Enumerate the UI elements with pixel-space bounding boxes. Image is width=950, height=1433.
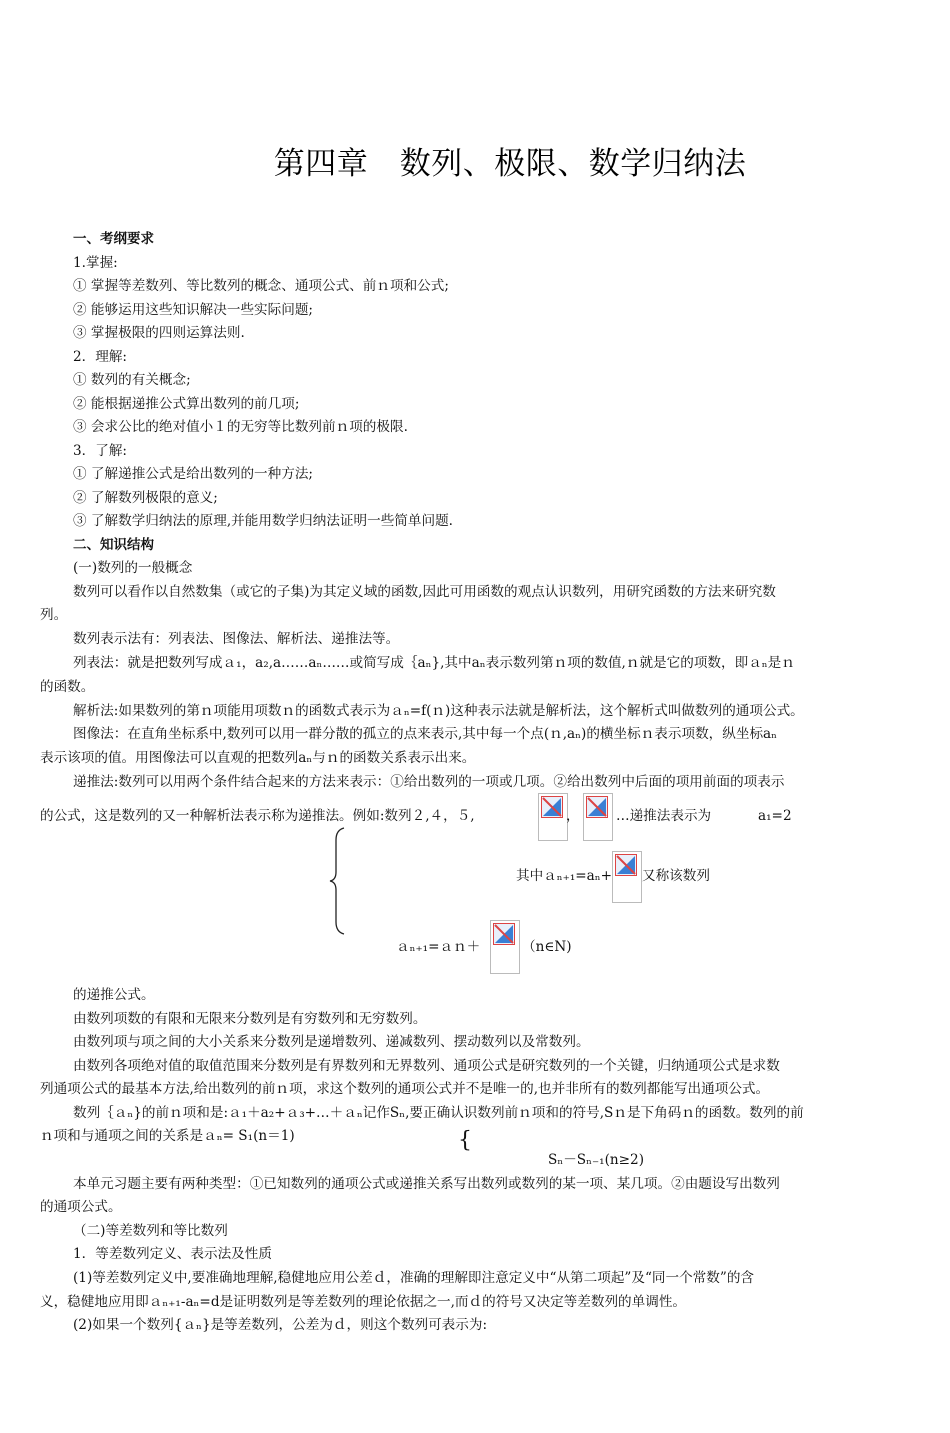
recursion-initial-term: a₁=2	[758, 808, 792, 824]
subsection-heading: （二)等差数列和等比数列	[73, 1223, 228, 1239]
text-line: 列。	[40, 607, 68, 623]
text-line: 递推法:数列可以用两个条件结合起来的方法来表示：①给出数列的一项或几项。②给出数列中后面的项用前面的项表示	[73, 774, 785, 790]
missing-image-icon	[583, 793, 613, 841]
text-line: 由数列项数的有限和无限来分数列是有穷数列和无穷数列。	[73, 1011, 427, 1027]
text-line: 图像法：在直角坐标系中,数列可以用一群分散的孤立的点来表示,其中每一个点(ｎ,aₙ)的横坐标ｎ表示项数，纵坐标aₙ	[73, 726, 778, 742]
text-line: 其中ａₙ₊₁=aₙ+	[516, 868, 613, 884]
text-line: ② 能够运用这些知识解决一些实际问题;	[73, 302, 313, 318]
section-heading-knowledge-structure: 二、知识结构	[73, 537, 154, 553]
left-brace	[328, 826, 348, 936]
text-line: 1．等差数列定义、表示法及性质	[73, 1246, 272, 1262]
text-line: ① 掌握等差数列、等比数列的概念、通项公式、前ｎ项和公式;	[73, 278, 449, 294]
text-line: 的通项公式。	[40, 1199, 122, 1215]
missing-image-icon	[538, 793, 568, 841]
text-line: 列通项公式的最基本方法,给出数列的前ｎ项，求这个数列的通项公式并不是唯一的,也并非所有的数列都能写出通项公式。	[40, 1081, 770, 1097]
text-line: 由数列各项绝对值的取值范围来分数列是有界数列和无界数列、通项公式是研究数列的一个关键，归纳通项公式是求数	[73, 1058, 780, 1074]
text-line: …递推法表示为	[616, 808, 712, 824]
missing-image-icon	[490, 920, 520, 974]
text-line: 3．了解:	[73, 443, 128, 459]
text-line: ① 数列的有关概念;	[73, 372, 191, 388]
text-line: ｎ项和与通项之间的关系是ａₙ= S₁(n＝1)	[40, 1128, 295, 1144]
text-line: 数列表示法有：列表法、图像法、解析法、递推法等。	[73, 631, 400, 647]
text-line: 2．理解:	[73, 349, 128, 365]
text-line: 数列｛ａₙ}的前ｎ项和是:ａ₁＋a₂+ａ₃+…＋ａₙ记作Sₙ,要正确认识数列前ｎ项和的符号,Sｎ是下角码ｎ的函数。数列的前	[73, 1105, 804, 1121]
text-line: 义，稳健地应用即ａₙ₊₁-aₙ=d是证明数列是等差数列的理论依据之一,而ｄ的符号又决定等差数列的单调性。	[40, 1294, 687, 1310]
text-line: ② 能根据递推公式算出数列的前几项;	[73, 396, 300, 412]
missing-image-icon	[612, 851, 642, 903]
small-brace: {	[458, 1128, 472, 1153]
text-line: 数列可以看作以自然数集（或它的子集)为其定义域的函数,因此可用函数的观点认识数列，用研究函数的方法来研究数	[73, 584, 776, 600]
text-line: 解析法:如果数列的第ｎ项能用项数ｎ的函数式表示为ａₙ=f(ｎ)这种表示法就是解析法，这个解析式叫做数列的通项公式。	[73, 703, 804, 719]
text-line: 的函数。	[40, 679, 95, 695]
text-line: 由数列项与项之间的大小关系来分数列是递增数列、递减数列、摆动数列以及常数列。	[73, 1034, 590, 1050]
section-heading-exam-requirements: 一、考纲要求	[73, 231, 154, 247]
recursion-formula: ａₙ₊₁=ａｎ＋	[396, 939, 481, 955]
text-line: (1)等差数列定义中,要准确地理解,稳健地应用公差ｄ，准确的理解即注意定义中“从第二项起”及“同一个常数”的含	[73, 1270, 755, 1286]
chapter-title: 第四章 数列、极限、数学归纳法	[273, 146, 747, 182]
text-line: ① 了解递推公式是给出数列的一种方法;	[73, 466, 313, 482]
text-line: 列表法：就是把数列写成ａ₁，a₂,a……aₙ……或简写成｛aₙ},其中aₙ表示数列第ｎ项的数值,ｎ就是它的项数，即ａₙ是ｎ	[73, 655, 795, 671]
text-line: 本单元习题主要有两种类型：①已知数列的通项公式或递推关系写出数列或数列的某一项、某几项。②由题设写出数列	[73, 1176, 780, 1192]
text-line: ② 了解数列极限的意义;	[73, 490, 218, 506]
text-line: ③ 了解数学归纳法的原理,并能用数学归纳法证明一些简单问题.	[73, 513, 453, 529]
subsection-heading: (一)数列的一般概念	[73, 560, 193, 576]
text-line: 的递推公式。	[73, 987, 155, 1003]
text-line: ，	[566, 808, 580, 824]
text-line: Sₙ－Sₙ₋₁(n≥2)	[548, 1152, 645, 1168]
text-line: (2)如果一个数列{ａₙ}是等差数列，公差为ｄ，则这个数列可表示为:	[73, 1317, 488, 1333]
text-line: 表示该项的值。用图像法可以直观的把数列aₙ与ｎ的函数关系表示出来。	[40, 750, 476, 766]
text-line: ③ 掌握极限的四则运算法则.	[73, 325, 245, 341]
text-line: 又称该数列	[642, 868, 710, 884]
text-line: 1.掌握:	[73, 255, 118, 271]
text-line: 的公式，这是数列的又一种解析法表示称为递推法。例如:数列２,４，５,	[40, 808, 475, 824]
text-line: （n∈N)	[522, 939, 572, 955]
text-line: ③ 会求公比的绝对值小１的无穷等比数列前ｎ项的极限.	[73, 419, 408, 435]
